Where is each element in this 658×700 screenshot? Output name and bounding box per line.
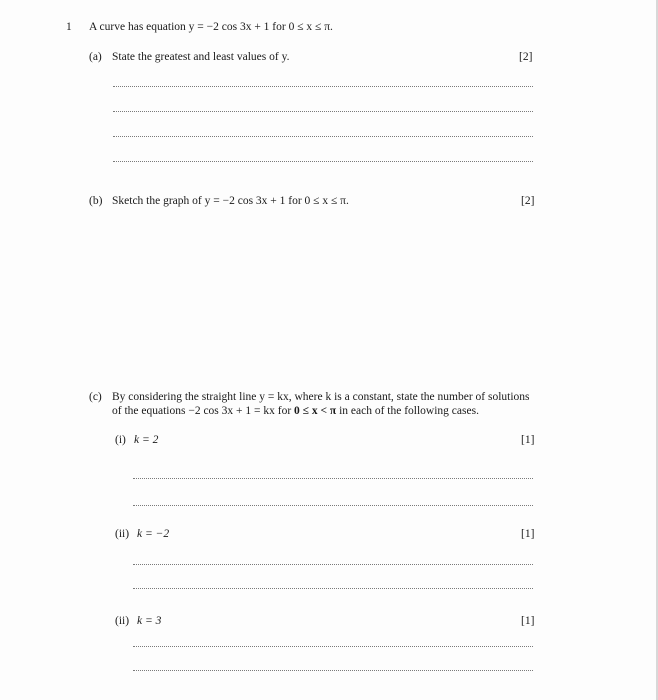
part-a-text: State the greatest and least values of y. — [112, 51, 290, 63]
answer-line[interactable] — [133, 670, 533, 671]
part-c-text-line2-post: in each of the following cases. — [336, 405, 479, 417]
part-c-range: 0 ≤ x < π — [294, 405, 337, 417]
sub-iii-text: k = 3 — [137, 615, 162, 627]
sub-iii-label: (ii) — [115, 615, 130, 627]
part-b-label: (b) — [89, 195, 103, 207]
answer-line[interactable] — [133, 564, 533, 565]
question-number: 1 — [66, 21, 72, 33]
sub-ii-label: (ii) — [115, 528, 130, 540]
part-b-marks: [2] — [521, 195, 535, 207]
part-a-label: (a) — [89, 51, 102, 63]
sub-i-label: (i) — [115, 434, 126, 446]
part-a-marks: [2] — [519, 51, 533, 63]
answer-line[interactable] — [113, 136, 533, 137]
part-c-text-line1: By considering the straight line y = kx, where k is a constant, state the number of solutions — [112, 391, 530, 403]
part-c-text-line2 — [112, 404, 479, 418]
question-stem: A curve has equation y = −2 cos 3x + 1 for 0 ≤ x ≤ π. — [89, 21, 333, 33]
answer-line[interactable] — [133, 478, 533, 479]
sub-i-text: k = 2 — [134, 434, 159, 446]
answer-line[interactable] — [113, 161, 533, 162]
part-b-text: Sketch the graph of y = −2 cos 3x + 1 for 0 ≤ x ≤ π. — [112, 195, 349, 207]
sub-i-marks: [1] — [521, 434, 535, 446]
sub-ii-marks: [1] — [521, 528, 535, 540]
answer-line[interactable] — [133, 505, 533, 506]
part-c-text-line2-pre: of the equations −2 cos 3x + 1 = kx for — [112, 405, 295, 417]
sub-iii-marks: [1] — [521, 615, 535, 627]
answer-line[interactable] — [113, 111, 533, 112]
answer-line[interactable] — [133, 646, 533, 647]
sub-ii-text: k = −2 — [137, 528, 170, 540]
answer-line[interactable] — [113, 86, 533, 87]
answer-line[interactable] — [133, 588, 533, 589]
part-c-label: (c) — [89, 391, 102, 403]
